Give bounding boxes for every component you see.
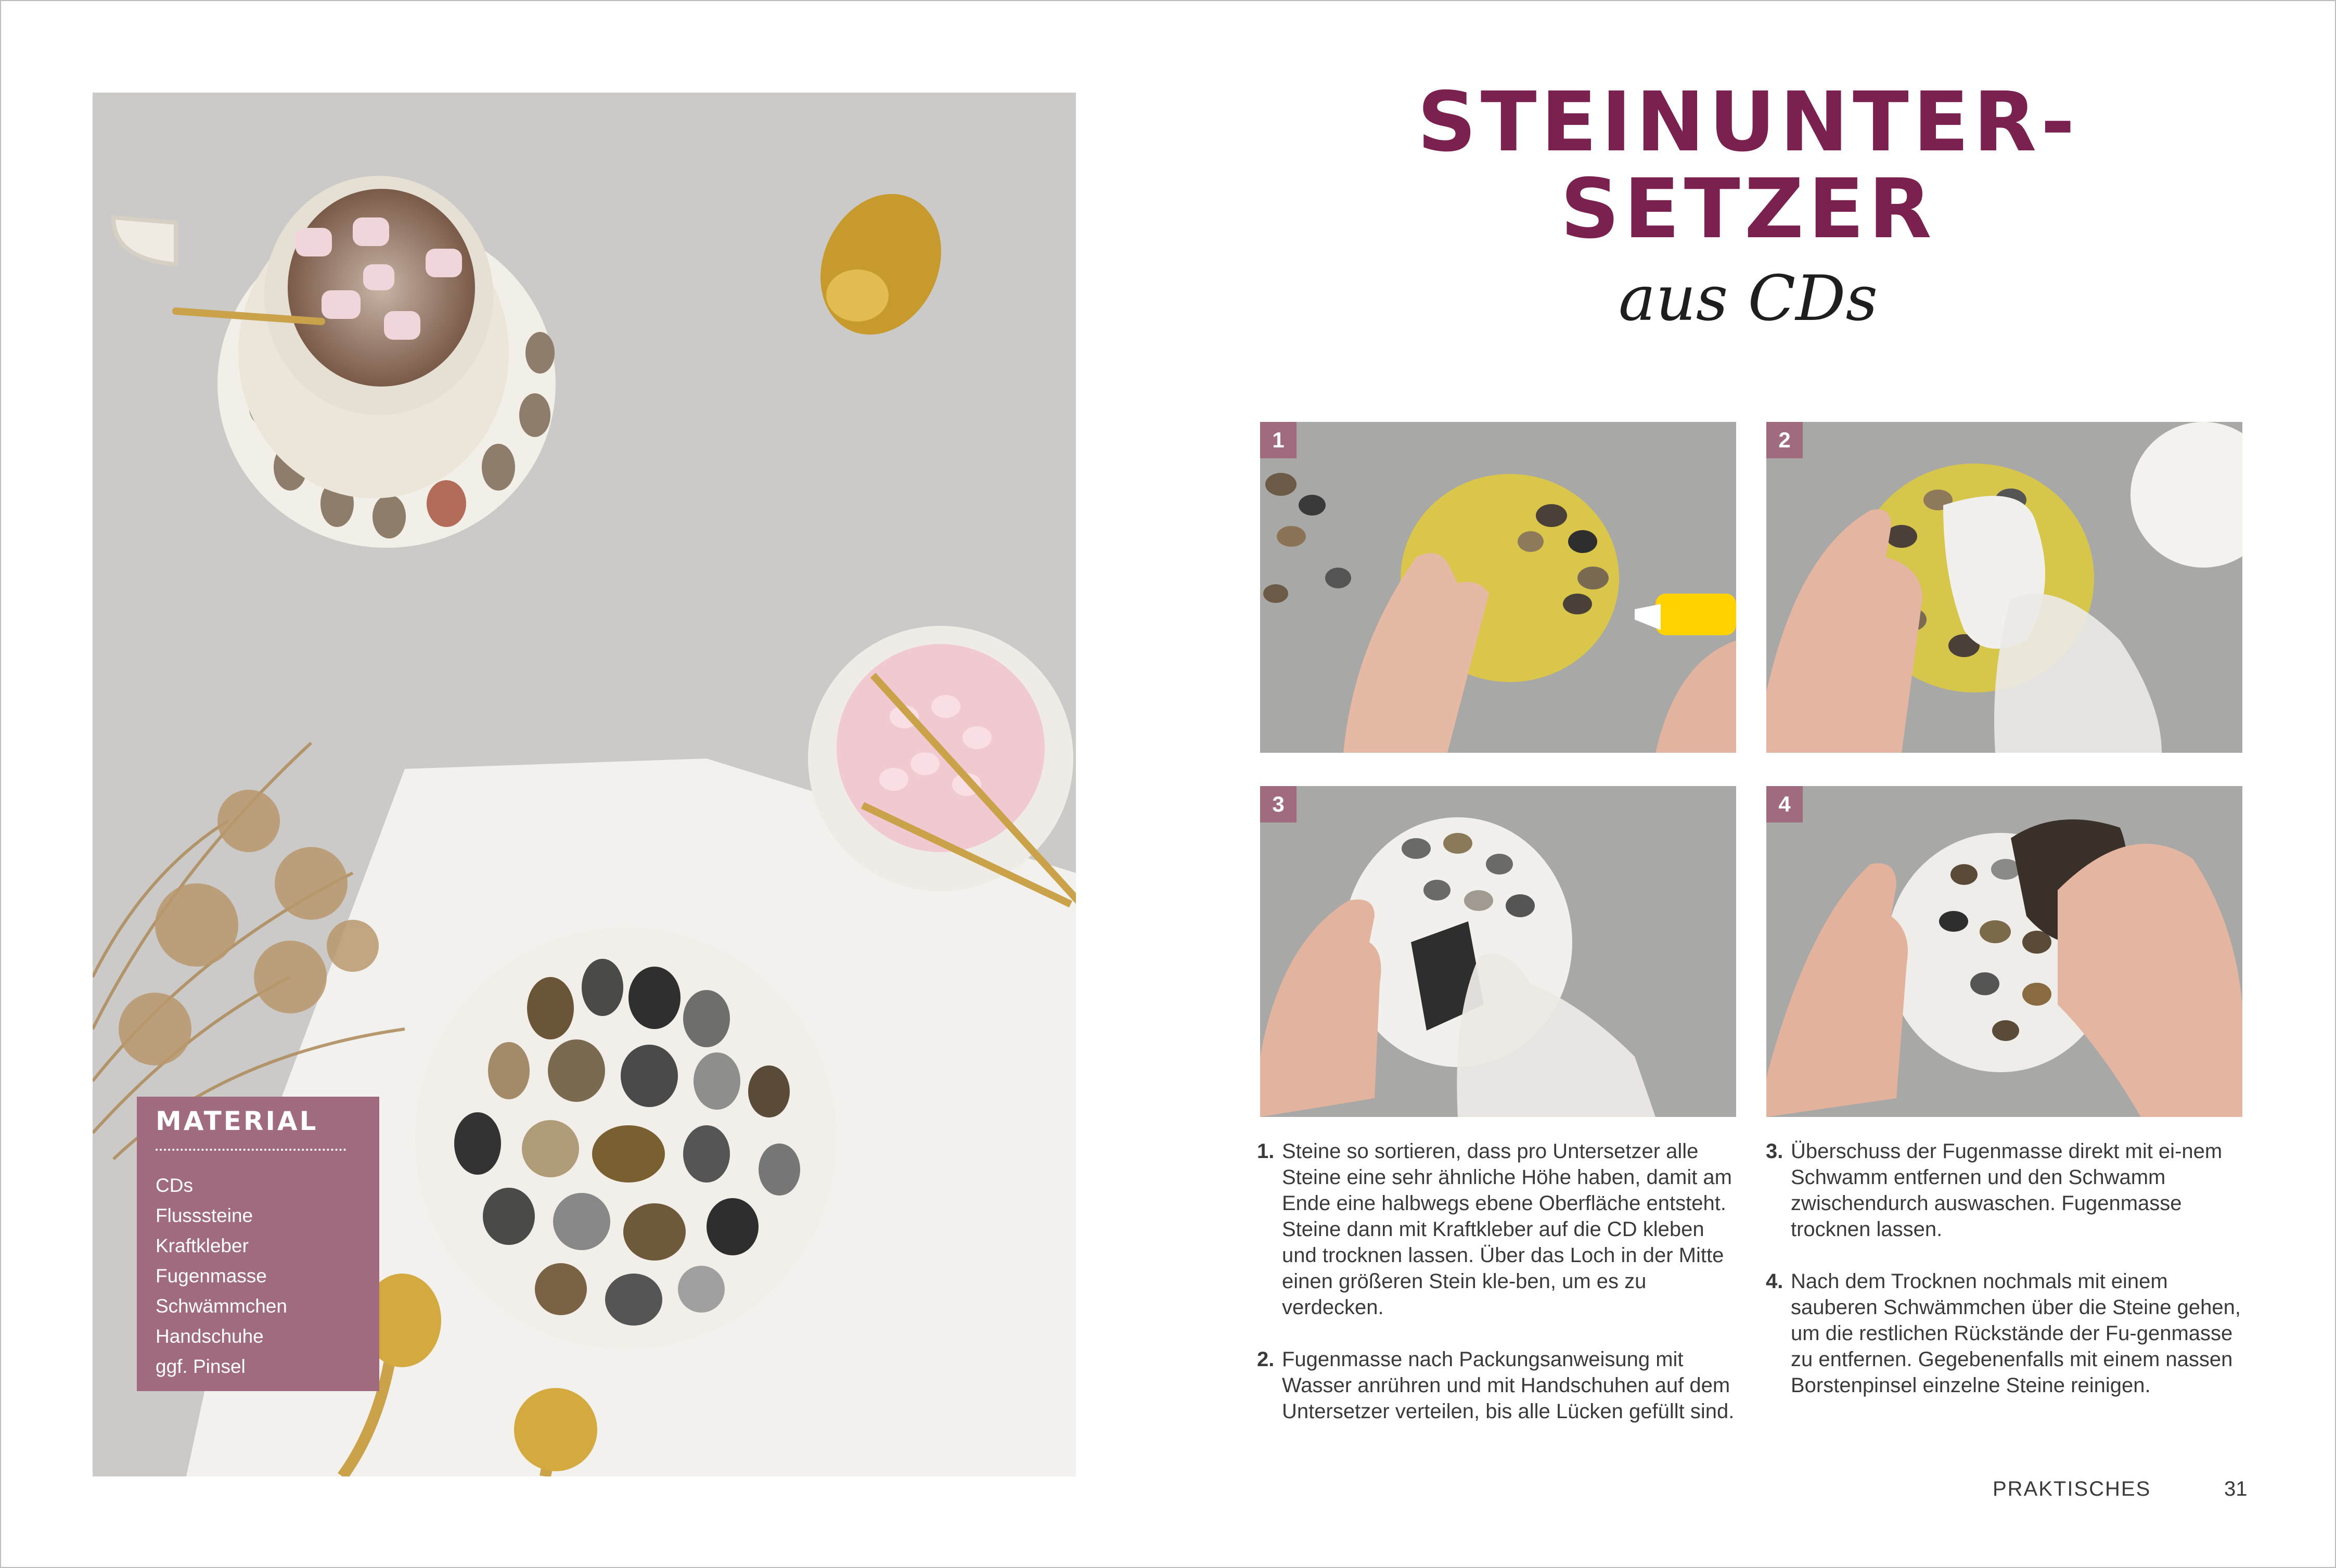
material-heading: MATERIAL xyxy=(156,1106,318,1136)
step-3-illustration xyxy=(1260,786,1736,1117)
page-subtitle: aus CDs xyxy=(1618,263,1878,335)
material-item: CDs xyxy=(156,1175,193,1196)
material-item: ggf. Pinsel xyxy=(156,1356,246,1377)
page-title-line-2: SETZER xyxy=(1560,161,1936,257)
page-number: 31 xyxy=(2224,1477,2248,1500)
instruction-number: 4. xyxy=(1766,1270,1783,1293)
step-2-photo xyxy=(1766,422,2242,753)
material-item: Fugenmasse xyxy=(156,1265,267,1287)
hero-photo xyxy=(93,93,1076,1476)
step-1-photo xyxy=(1260,422,1736,753)
material-divider xyxy=(156,1149,346,1151)
material-item: Handschuhe xyxy=(156,1326,264,1347)
instruction-step-3 xyxy=(1766,1138,2244,1242)
step-4-photo xyxy=(1766,786,2242,1117)
step-3-photo xyxy=(1260,786,1736,1117)
instruction-step-4 xyxy=(1766,1268,2244,1398)
material-item: Kraftkleber xyxy=(156,1235,249,1256)
instruction-text: Fugenmasse nach Packungsanweisung mit Wasser anrühren und mit Handschuhen auf dem Untersetzer verteilen, bis alle Lücken gefüllt sind. xyxy=(1282,1348,1735,1423)
instruction-number: 3. xyxy=(1766,1140,1783,1163)
step-1-badge: 1 xyxy=(1260,422,1297,458)
page-title-line-1: STEINUNTER- xyxy=(1417,74,2079,170)
instruction-step-2 xyxy=(1257,1346,1736,1424)
step-2-illustration xyxy=(1766,422,2242,753)
step-2-badge: 2 xyxy=(1766,422,1803,458)
instruction-text: Nach dem Trocknen nochmals mit einem sauberen Schwämmchen über die Steine gehen, um die restlichen Rückstände der Fu-genmasse zu entfernen. Gegebenenfalls mit einem nassen Borstenpinsel einzelne Steine reinigen. xyxy=(1791,1270,2241,1397)
material-item: Flusssteine xyxy=(156,1205,253,1226)
instruction-text: Steine so sortieren, dass pro Untersetzer alle Steine eine sehr ähnliche Höhe haben, damit am Ende eine halbwegs ebene Oberfläche entsteht. Steine dann mit Kraftkleber auf die CD kleben und trocknen lassen. Über das Loch in der Mitte einen größeren Stein kle-ben, um es zu verdecken. xyxy=(1282,1140,1732,1319)
material-item: Schwämmchen xyxy=(156,1295,287,1317)
instruction-number: 1. xyxy=(1257,1140,1275,1163)
instruction-text: Überschuss der Fugenmasse direkt mit ei-nem Schwamm entfernen und den Schwamm zwischendurch auswaschen. Fugenmasse trocknen lassen. xyxy=(1791,1140,2223,1241)
instruction-number: 2. xyxy=(1257,1348,1275,1371)
footer-section-label: PRAKTISCHES xyxy=(1993,1477,2151,1500)
material-box xyxy=(137,1097,379,1391)
step-3-badge: 3 xyxy=(1260,786,1297,822)
step-4-badge: 4 xyxy=(1766,786,1803,822)
step-1-illustration xyxy=(1260,422,1736,753)
instruction-step-1 xyxy=(1257,1138,1736,1320)
step-4-illustration xyxy=(1766,786,2242,1117)
material-list xyxy=(156,1171,287,1382)
